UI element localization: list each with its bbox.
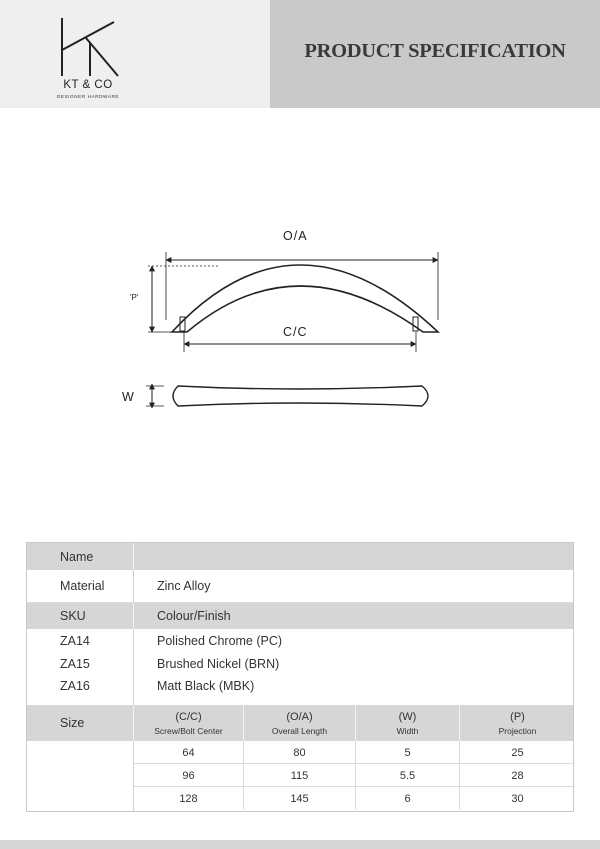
sku-label: SKU	[27, 603, 134, 629]
size-body	[27, 741, 573, 811]
brand-tagline: DESIGNER HARDWARE	[56, 94, 120, 99]
sku-codes	[60, 630, 90, 698]
technical-drawing	[100, 210, 480, 430]
sku-finishes	[157, 630, 282, 698]
page-title: PRODUCT SPECIFICATION	[304, 40, 566, 62]
handle-top-view	[173, 386, 428, 406]
sku-code: ZA16	[60, 679, 90, 693]
overall-length-label: O/A	[283, 229, 308, 243]
size-col-centers: (C/C) Screw/Bolt Center	[134, 705, 244, 741]
width-label: W	[122, 390, 135, 404]
right-post	[413, 317, 418, 331]
brand-name: KT & CO	[63, 79, 113, 91]
size-col-width: (W) Width	[356, 705, 460, 741]
sku-list-row	[27, 629, 573, 705]
handle-drawing	[100, 210, 480, 430]
material-label: Material	[27, 570, 134, 602]
kt-monogram-icon	[56, 16, 120, 78]
footer-bar	[0, 840, 600, 849]
table-row: 96 115 5.5 28	[134, 764, 575, 787]
centers-label: C/C	[283, 325, 308, 339]
size-label: Size	[27, 705, 134, 741]
sku-code: ZA15	[60, 656, 90, 671]
page-header	[0, 0, 600, 108]
size-header-row	[27, 705, 573, 741]
sku-finish: Brushed Nickel (BRN)	[157, 656, 280, 671]
table-row: 128 145 6 30	[134, 787, 575, 810]
name-row	[27, 543, 573, 570]
specification-table	[26, 542, 574, 812]
logo-panel	[0, 0, 270, 108]
table-row: 64 80 5 25	[134, 741, 575, 764]
handle-arch	[172, 265, 438, 332]
sku-finish: Polished Chrome (PC)	[157, 634, 283, 648]
sku-code: ZA14	[60, 634, 90, 648]
sku-header-row	[27, 603, 573, 629]
projection-label: 'P'	[130, 293, 139, 302]
material-value: Zinc Alloy	[157, 579, 211, 593]
material-row	[27, 570, 573, 603]
title-panel	[270, 0, 600, 108]
sku-finish: Matt Black (MBK)	[157, 679, 255, 693]
size-col-overall: (O/A) Overall Length	[244, 705, 356, 741]
size-col-projection: (P) Projection	[498, 711, 537, 736]
finish-label: Colour/Finish	[157, 609, 231, 623]
name-label: Name	[27, 543, 134, 570]
